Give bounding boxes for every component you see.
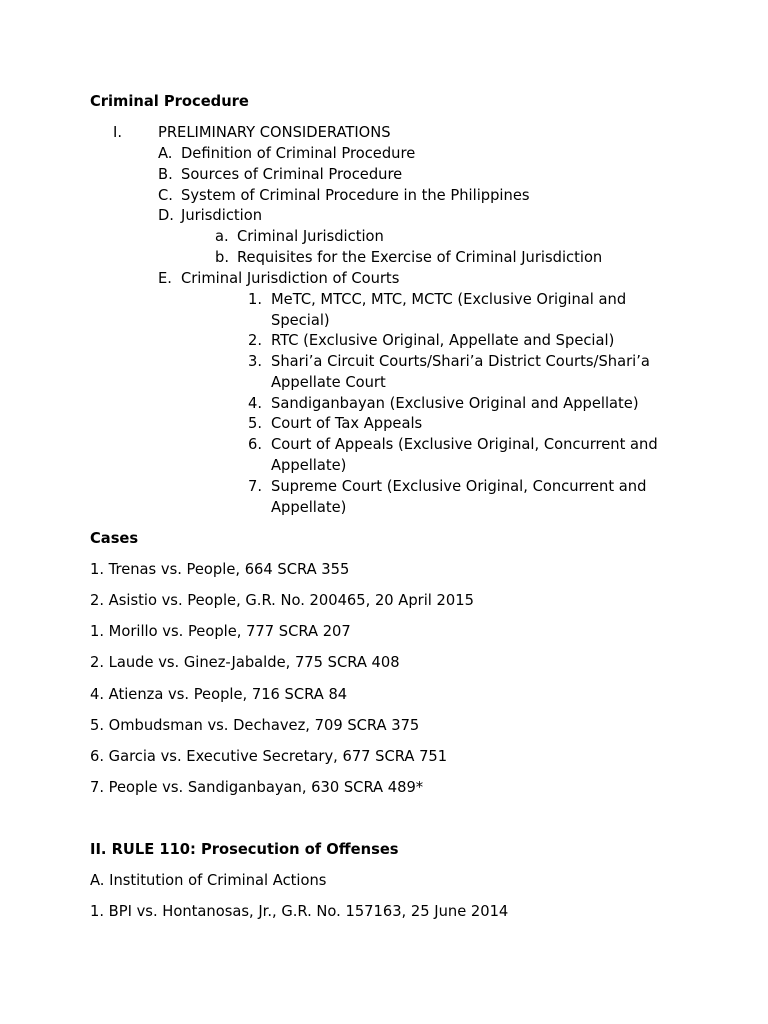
outline-marker: B.: [158, 166, 173, 183]
outline-marker: E.: [158, 270, 172, 287]
court-marker: 2.: [248, 332, 263, 349]
outline-text: Criminal Jurisdiction of Courts: [181, 270, 400, 287]
court-text-continued: Appellate Court: [271, 374, 386, 391]
court-text: Court of Appeals (Exclusive Original, Concurrent and: [271, 436, 658, 453]
case-item: 1. Trenas vs. People, 664 SCRA 355: [90, 561, 350, 578]
case-item: 4. Atienza vs. People, 716 SCRA 84: [90, 686, 348, 703]
section2-subheading: A. Institution of Criminal Actions: [90, 872, 327, 889]
court-text: Court of Tax Appeals: [271, 415, 423, 432]
section-heading: PRELIMINARY CONSIDERATIONS: [158, 124, 391, 141]
outline-text: Definition of Criminal Procedure: [181, 145, 416, 162]
court-marker: 3.: [248, 353, 263, 370]
case-item: 5. Ombudsman vs. Dechavez, 709 SCRA 375: [90, 717, 420, 734]
outline-marker: a.: [215, 228, 229, 245]
section-numeral: I.: [113, 124, 123, 141]
court-text: Supreme Court (Exclusive Original, Concurrent and: [271, 478, 647, 495]
case-item: 7. People vs. Sandiganbayan, 630 SCRA 489*: [90, 779, 424, 796]
court-marker: 4.: [248, 395, 263, 412]
court-marker: 6.: [248, 436, 263, 453]
court-text-continued: Appellate): [271, 499, 347, 516]
outline-marker: D.: [158, 207, 174, 224]
outline-text: System of Criminal Procedure in the Philippines: [181, 187, 530, 204]
court-text: RTC (Exclusive Original, Appellate and Special): [271, 332, 615, 349]
court-text: MeTC, MTCC, MTC, MCTC (Exclusive Original and: [271, 291, 627, 308]
outline-text: Criminal Jurisdiction: [237, 228, 384, 245]
case-item: 2. Laude vs. Ginez-Jabalde, 775 SCRA 408: [90, 654, 400, 671]
case-item: 6. Garcia vs. Executive Secretary, 677 SCRA 751: [90, 748, 448, 765]
outline-text: Jurisdiction: [181, 207, 263, 224]
section2-heading: II. RULE 110: Prosecution of Offenses: [90, 841, 399, 858]
court-marker: 7.: [248, 478, 263, 495]
outline-marker: b.: [215, 249, 229, 266]
court-text-continued: Appellate): [271, 457, 347, 474]
case-item: 2. Asistio vs. People, G.R. No. 200465, 20 April 2015: [90, 592, 474, 609]
court-text: Sandiganbayan (Exclusive Original and Appellate): [271, 395, 639, 412]
court-text: Shari’a Circuit Courts/Shari’a District Courts/Shari’a: [271, 353, 650, 370]
court-marker: 1.: [248, 291, 263, 308]
outline-marker: C.: [158, 187, 173, 204]
outline-text: Sources of Criminal Procedure: [181, 166, 403, 183]
cases-heading: Cases: [90, 530, 139, 547]
case-item: 1. Morillo vs. People, 777 SCRA 207: [90, 623, 351, 640]
court-text-continued: Special): [271, 312, 330, 329]
outline-marker: A.: [158, 145, 173, 162]
outline-text: Requisites for the Exercise of Criminal Jurisdiction: [237, 249, 603, 266]
case-item: 1. BPI vs. Hontanosas, Jr., G.R. No. 157163, 25 June 2014: [90, 903, 509, 920]
court-marker: 5.: [248, 415, 263, 432]
document-title: Criminal Procedure: [90, 93, 249, 110]
